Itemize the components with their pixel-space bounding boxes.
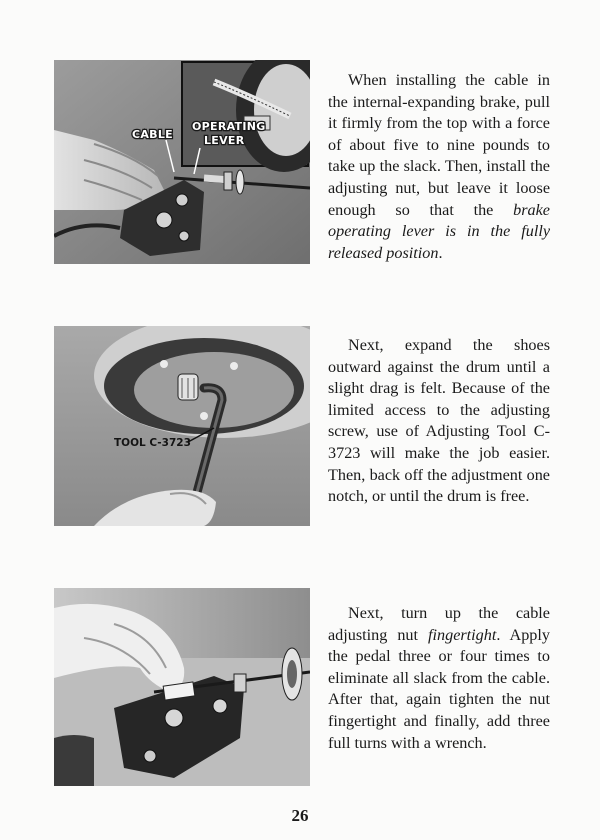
p3-text-end: . Apply the pedal three or four times to eliminate all slack from the cable. After that, again tighten the nut fingertight and finally, add three full turns with a wrench. (328, 625, 550, 752)
paragraph-fingertight (328, 603, 550, 754)
paragraph-expand-shoes (328, 335, 550, 508)
photo-cable-installation (54, 60, 310, 264)
p1-text: When installing the cable in the internal-expanding brake, pull it firmly from the top with a force of about five to nine pounds to take up the slack. Then, install the adjusting nut, but leave it loose enough so that the (328, 71, 550, 219)
p3-text: Next, turn up the cable adjusting nut (328, 604, 550, 644)
p2-text: Next, expand the shoes outward against the drum until a slight drag is felt. Because of the limited access to the adjusting screw, use of Adjusting Tool C-3723 will make the job easier. Then, back off the adjustment one notch, or until the drum is free. (328, 336, 550, 506)
photo-adjusting-tool (54, 326, 310, 526)
operating-lever-label-line1: OPERATING (192, 120, 266, 133)
paragraph-cable-installation (328, 70, 550, 264)
p3-italic-text: fingertight (428, 625, 497, 644)
photo-adjusting-nut (54, 588, 310, 786)
p1-text-end: . (438, 243, 443, 262)
p1-italic-text: brake operating lever is in the fully released position (328, 200, 550, 262)
operating-lever-label-line2: LEVER (204, 134, 245, 147)
tool-label: TOOL C-3723 (114, 437, 191, 449)
cable-label: CABLE (132, 128, 173, 141)
page-number: 26 (291, 806, 309, 825)
